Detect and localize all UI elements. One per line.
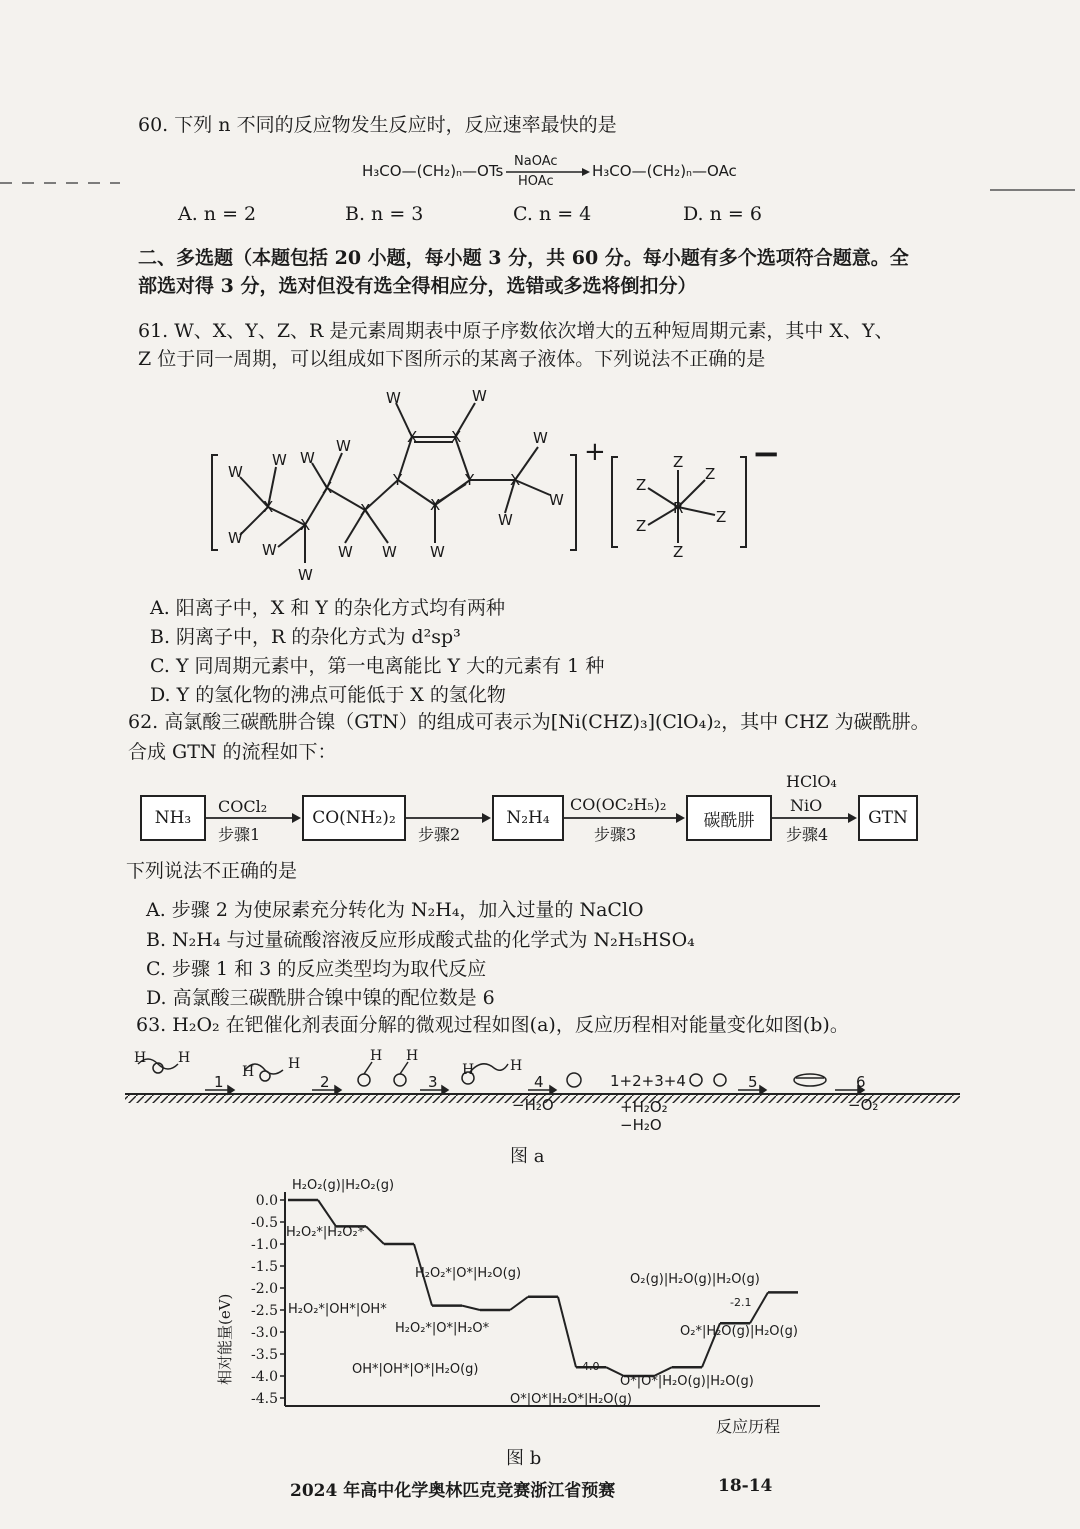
q61-stem-line2: Z 位于同一周期，可以组成如下图所示的某离子液体。下列说法不正确的是 [138, 348, 766, 370]
fig-a-step-6: 6 [856, 1073, 866, 1091]
y-tick-label: -4.0 [251, 1369, 278, 1385]
section-heading-line1: 二、多选题（本题包括 20 小题，每小题 3 分，共 60 分。每小题有多个选项符合题意。全 [138, 247, 909, 269]
atom-w: W [386, 389, 401, 407]
atom-w: W [228, 529, 243, 547]
flow-node-gtn: GTN [858, 795, 918, 841]
atom-z: Z [673, 543, 684, 561]
svg-text:H: H [134, 1050, 147, 1066]
q60-reagent-top: NaOAc [514, 154, 558, 169]
section-heading-line2: 部选对得 3 分，选对但没有选全得相应分，选错或多选将倒扣分） [138, 275, 697, 297]
q62-option-b: B. N₂H₄ 与过量硫酸溶液反应形成酸式盐的化学式为 N₂H₅HSO₄ [146, 929, 695, 951]
atom-x: X [360, 501, 371, 519]
atom-r: R [673, 499, 684, 517]
flow-node-urea: CO(NH₂)₂ [302, 795, 406, 841]
atom-w: W [262, 541, 277, 559]
step4-reagent2: NiO [790, 796, 823, 815]
atom-z: Z [716, 508, 727, 526]
level-connector [558, 1297, 576, 1367]
fig-a-step-3: 3 [428, 1073, 438, 1091]
atom-z: Z [636, 476, 647, 494]
level-label-6: OH*|OH*|O*|H₂O(g) [352, 1362, 479, 1377]
q62-option-c: C. 步骤 1 和 3 的反应类型均为取代反应 [146, 958, 487, 980]
svg-text:H: H [406, 1048, 419, 1064]
q61-option-a: A. 阳离子中，X 和 Y 的杂化方式均有两种 [150, 597, 505, 619]
q60-stem: 60. 下列 n 不同的反应物发生反应时，反应速率最快的是 [138, 114, 617, 136]
q60-reagent-bottom: HOAc [518, 174, 554, 189]
step1-reagent: COCl₂ [218, 797, 268, 816]
level-label-4: H₂O₂*|O*|H₂O* [395, 1321, 490, 1336]
atom-w: W [272, 451, 287, 469]
atom-x: X [263, 498, 274, 516]
footer-page: 18-14 [718, 1476, 773, 1496]
step4-reagent1: HClO₄ [786, 772, 837, 791]
anion-charge: − [752, 434, 781, 474]
level-label-8: O*|O*|H₂O(g)|H₂O(g) [620, 1374, 754, 1389]
atom-x: X [322, 479, 333, 497]
step3-reagent: CO(OC₂H₅)₂ [570, 795, 667, 814]
level-connector [462, 1306, 480, 1310]
y-tick-label: -2.5 [251, 1303, 278, 1319]
y-tick-label: -4.5 [251, 1391, 278, 1407]
level-connector [510, 1297, 528, 1310]
atom-w: W [228, 463, 243, 481]
atom-y: Y [393, 471, 403, 489]
annotation-minus-2-1: -2.1 [730, 1296, 752, 1309]
step2-label: 步骤2 [418, 825, 461, 844]
atom-x: X [451, 428, 462, 446]
atom-w: W [430, 543, 445, 561]
level-label-1: H₂O₂*|H₂O₂* [286, 1225, 365, 1240]
svg-text:H: H [178, 1050, 191, 1066]
fig-a-step-1: 1 [214, 1073, 224, 1091]
figure-a [120, 1040, 970, 1140]
q61-option-b: B. 阴离子中，R 的杂化方式为 d²sp³ [150, 626, 461, 648]
level-connector [366, 1226, 384, 1244]
q61-stem-line1: 61. W、X、Y、Z、R 是元素周期表中原子序数依次增大的五种短周期元素，其中 X、Y、 [138, 320, 894, 342]
atom-z: Z [636, 517, 647, 535]
level-label-10: O₂(g)|H₂O(g)|H₂O(g) [630, 1272, 760, 1287]
atom-w: W [298, 566, 313, 584]
fig-a-caption: 图 a [510, 1146, 545, 1167]
q61-option-c: C. Y 同周期元素中，第一电离能比 Y 大的元素有 1 种 [150, 655, 605, 677]
q60-option-b: B. n = 3 [345, 203, 424, 225]
q62-option-a: A. 步骤 2 为使尿素充分转化为 N₂H₄，加入过量的 NaClO [146, 899, 644, 921]
q62-option-d: D. 高氯酸三碳酰肼合镍中镍的配位数是 6 [146, 987, 495, 1009]
fig-a-plus-h2o2: +H₂O₂ [620, 1098, 668, 1116]
level-connector [750, 1292, 768, 1323]
y-tick-label: -1.5 [251, 1259, 278, 1275]
y-tick-label: -2.0 [251, 1281, 278, 1297]
q63-stem: 63. H₂O₂ 在钯催化剂表面分解的微观过程如图(a)，反应历程相对能量变化如图(b)。 [136, 1014, 849, 1036]
y-tick-label: 0.0 [255, 1193, 278, 1209]
fig-a-combo: 1+2+3+4 [610, 1072, 686, 1090]
y-axis-label: 相对能量(eV) [216, 1293, 234, 1385]
atom-w: W [336, 437, 351, 455]
energy-profile-chart [200, 1170, 840, 1440]
svg-text:H: H [242, 1064, 255, 1080]
q60-reaction [0, 145, 1080, 195]
svg-text:H: H [462, 1062, 475, 1078]
atom-x: X [510, 471, 521, 489]
atom-y: Y [465, 471, 475, 489]
fig-a-minus-o2: −O₂ [848, 1096, 879, 1114]
q60-option-a: A. n = 2 [178, 203, 257, 225]
fig-b-caption: 图 b [506, 1448, 542, 1469]
atom-x: X [430, 496, 441, 514]
svg-text:H: H [288, 1056, 301, 1072]
atom-w: W [382, 543, 397, 561]
atom-x: X [300, 516, 311, 534]
level-label-5: H₂O₂*|O*|H₂O(g) [415, 1266, 522, 1281]
fig-a-minus-h2o: −H₂O [512, 1096, 554, 1114]
fig-a-step-5: 5 [748, 1073, 758, 1091]
fig-a-step-2: 2 [320, 1073, 330, 1091]
flow-arrows [0, 790, 1080, 850]
y-tick-label: -3.0 [251, 1325, 278, 1341]
atom-w: W [533, 429, 548, 447]
x-axis-label: 反应历程 [716, 1417, 781, 1436]
atom-x: X [407, 428, 418, 446]
y-tick-label: -3.5 [251, 1347, 278, 1363]
cation-charge: + [584, 437, 606, 467]
level-label-7: O*|O*|H₂O*|H₂O(g) [510, 1392, 632, 1407]
y-tick-label: -0.5 [251, 1215, 278, 1231]
atom-w: W [300, 449, 315, 467]
annotation-minus-4: -4.0 [578, 1360, 600, 1373]
fig-a-minus-h2o-2: −H₂O [620, 1116, 662, 1134]
level-connector [318, 1200, 336, 1226]
svg-text:H: H [370, 1048, 383, 1064]
fig-a-step-4: 4 [534, 1073, 544, 1091]
atom-w: W [498, 511, 513, 529]
atom-w: W [549, 491, 564, 509]
flow-node-nh3: NH₃ [140, 795, 206, 841]
q62-prompt: 下列说法不正确的是 [126, 860, 298, 882]
step3-label: 步骤3 [594, 825, 637, 844]
level-label-9: O₂*|H₂O(g)|H₂O(g) [680, 1324, 798, 1339]
y-tick-label: -1.0 [251, 1237, 278, 1253]
q60-option-c: C. n = 4 [513, 203, 592, 225]
q60-reactant: H₃CO—(CH₂)ₙ—OTs [362, 162, 504, 180]
svg-text:H: H [510, 1058, 523, 1074]
atom-w: W [472, 387, 487, 405]
atom-z: Z [705, 465, 716, 483]
q60-product: H₃CO—(CH₂)ₙ—OAc [592, 162, 737, 180]
footer-title: 2024 年高中化学奥林匹克竞赛浙江省预赛 [290, 1481, 616, 1501]
level-label-3: H₂O₂*|OH*|OH* [288, 1302, 387, 1317]
atom-z: Z [673, 453, 684, 471]
step1-label: 步骤1 [218, 825, 261, 844]
ionic-liquid-structure [200, 385, 800, 585]
q61-option-d: D. Y 的氢化物的沸点可能低于 X 的氢化物 [150, 684, 506, 706]
flow-node-chz: 碳酰肼 [686, 795, 772, 841]
step4-label: 步骤4 [786, 825, 829, 844]
q62-stem-line2: 合成 GTN 的流程如下： [128, 741, 337, 763]
atom-w: W [338, 543, 353, 561]
q60-option-d: D. n = 6 [683, 203, 762, 225]
q62-stem-line1: 62. 高氯酸三碳酰肼合镍（GTN）的组成可表示为[Ni(CHZ)₃](ClO₄)₂，其中 CHZ 为碳酰肼。 [128, 711, 930, 733]
level-label-0: H₂O₂(g)|H₂O₂(g) [292, 1178, 395, 1193]
flow-node-n2h4: N₂H₄ [492, 795, 564, 841]
